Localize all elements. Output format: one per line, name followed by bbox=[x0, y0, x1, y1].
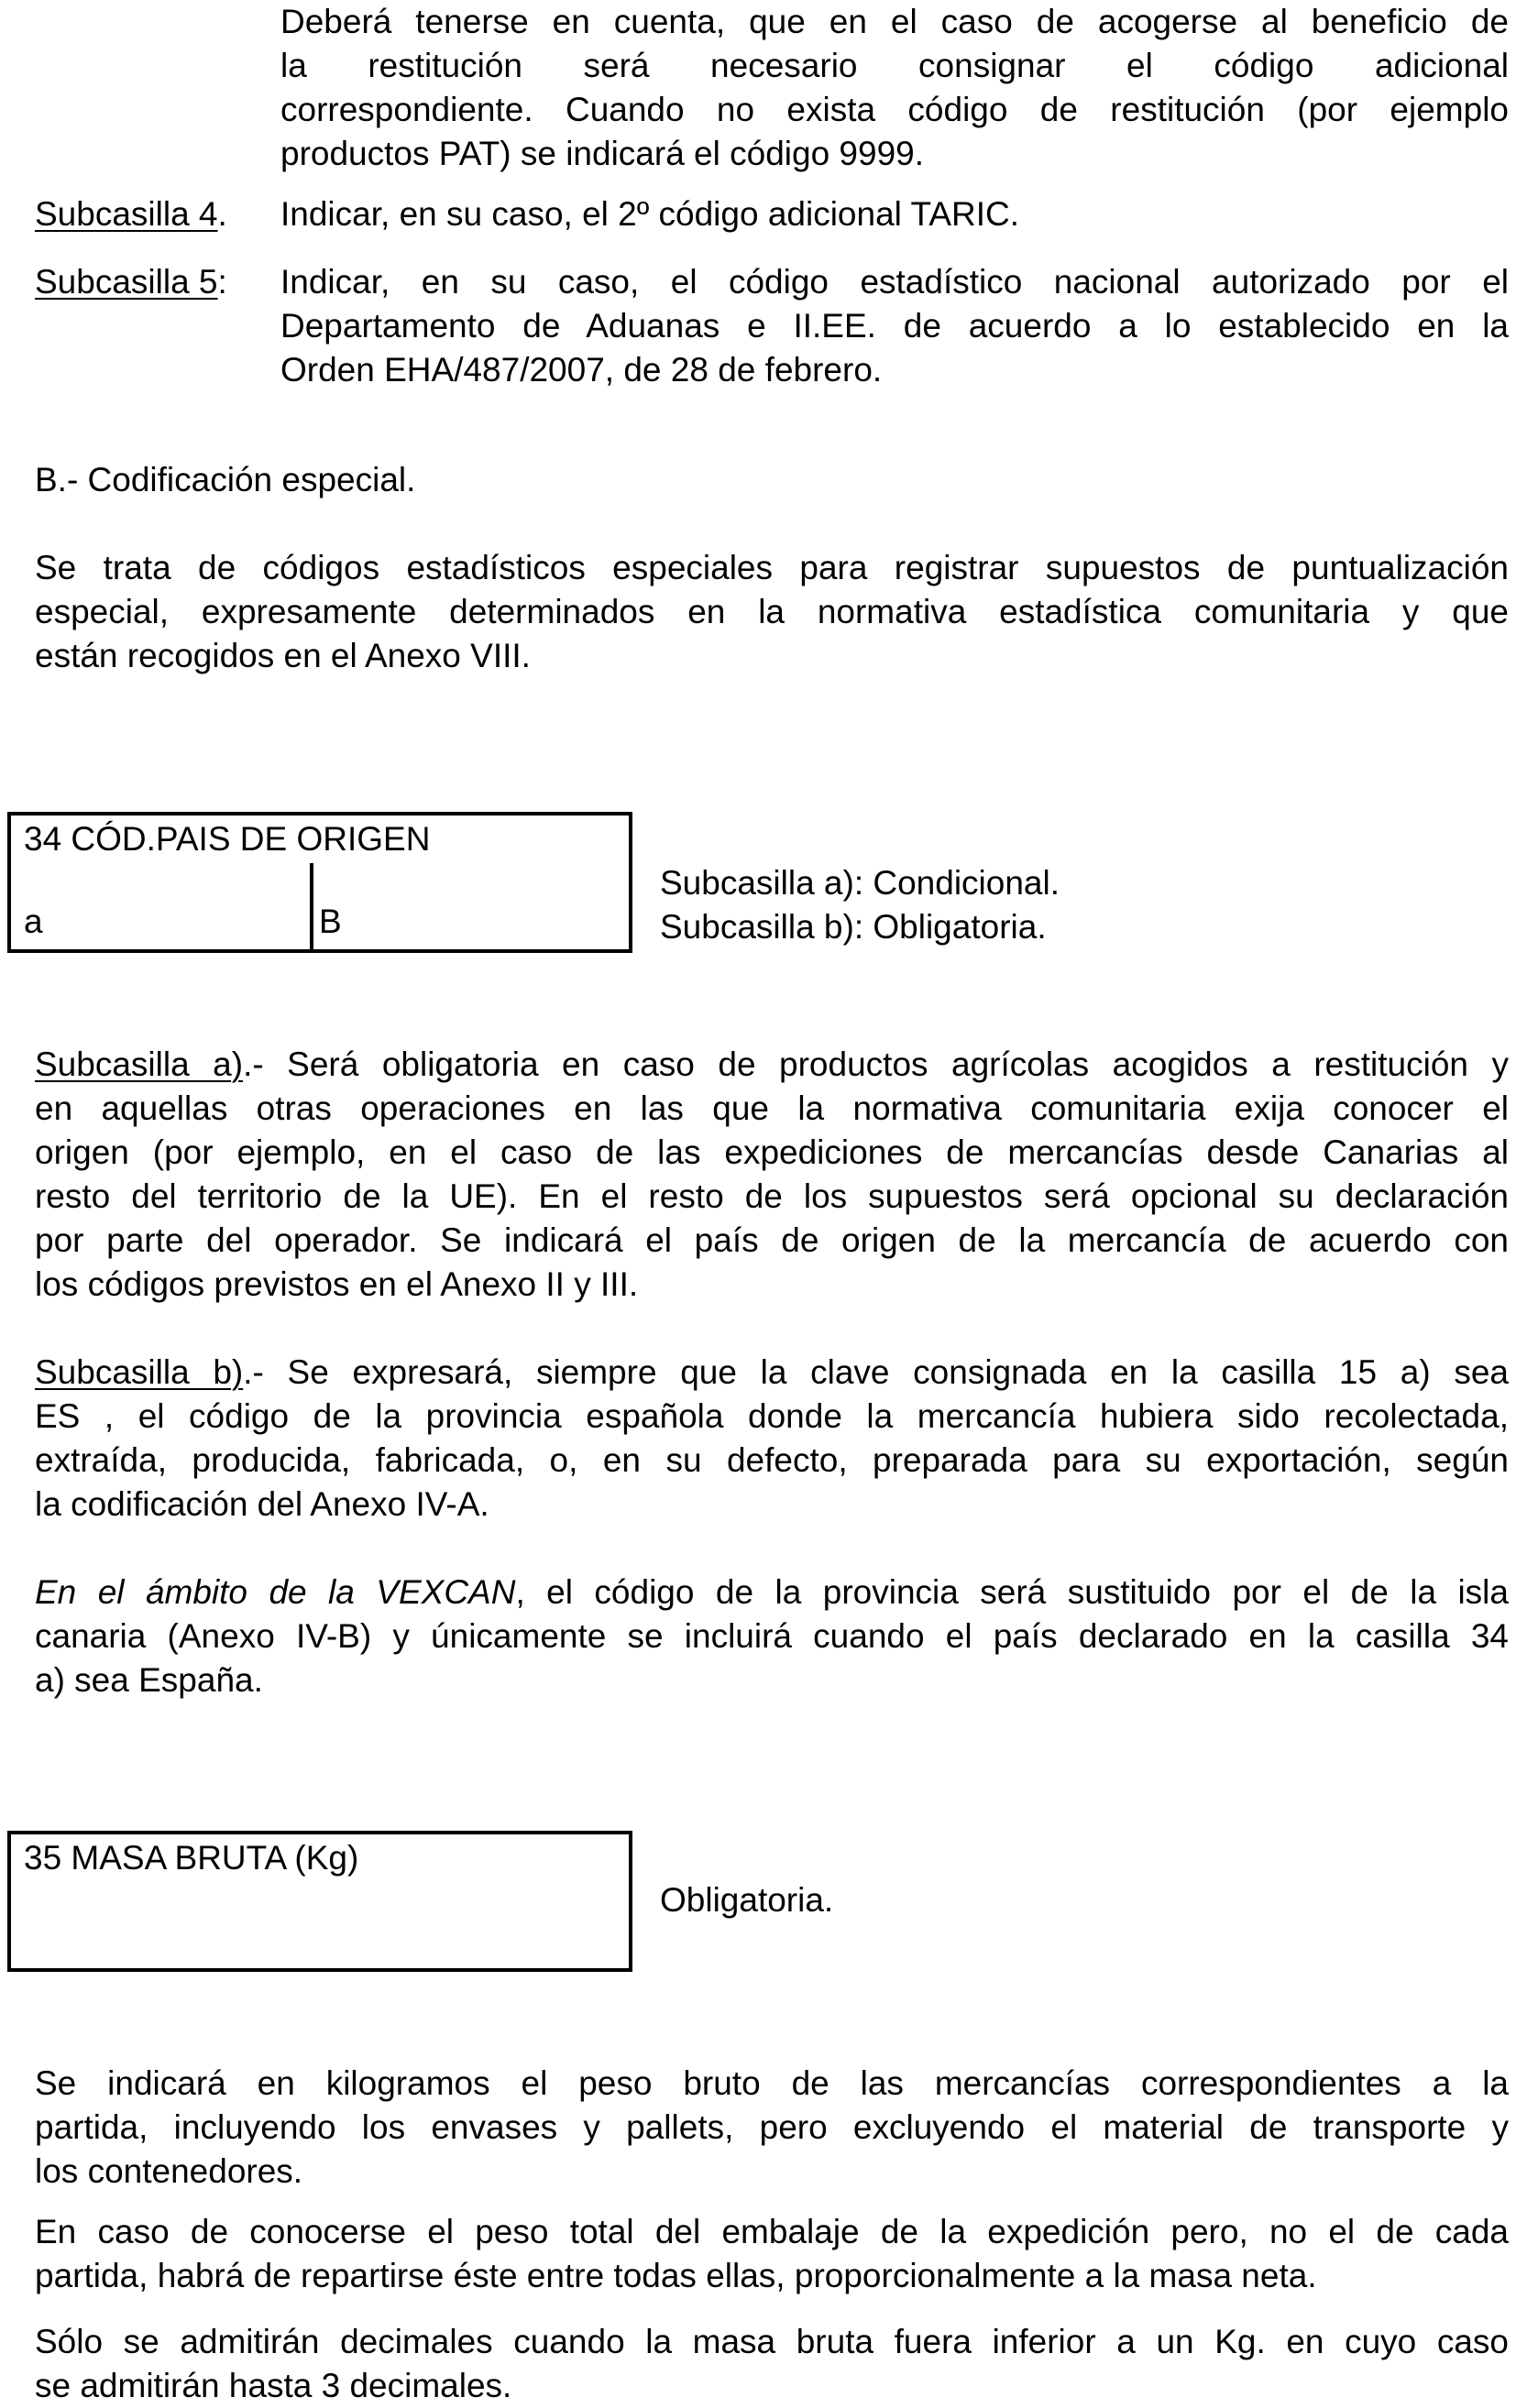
box-35-masa-bruta bbox=[7, 1831, 632, 1972]
text-line: Indicar, en su caso, el código estadístico nacional autorizado por el bbox=[280, 263, 1509, 301]
text-line: los códigos previstos en el Anexo II y III. bbox=[35, 1265, 639, 1303]
box-34-title: 34 CÓD.PAIS DE ORIGEN bbox=[24, 820, 431, 858]
subcasilla5-text bbox=[280, 260, 1509, 392]
box-34-subfield-b: B bbox=[319, 903, 342, 940]
text-line: especial, expresamente determinados en la normativa estadística comunitaria y que bbox=[35, 593, 1509, 630]
text-line: Deberá tenerse en cuenta, que en el caso de acogerse al beneficio de bbox=[280, 3, 1509, 40]
text-line: en aquellas otras operaciones en las que la normativa comunitaria exija conocer el bbox=[35, 1089, 1509, 1127]
box-35-title: 35 MASA BRUTA (Kg) bbox=[24, 1839, 359, 1877]
box-35-note: Obligatoria. bbox=[660, 1881, 834, 1919]
subcasilla4-text: Indicar, en su caso, el 2º código adicional TARIC. bbox=[280, 195, 1020, 233]
section-b-paragraph bbox=[35, 546, 1509, 678]
text-line: origen (por ejemplo, en el caso de las expediciones de mercancías desde Canarias al bbox=[35, 1133, 1509, 1171]
masa-paragraph-1 bbox=[35, 2062, 1509, 2194]
box-34-divider bbox=[310, 863, 313, 951]
text-line: Subcasilla b).- Se expresará, siempre que la clave consignada en la casilla 15 a) sea bbox=[35, 1353, 1509, 1391]
text-line: correspondiente. Cuando no exista código de restitución (por ejemplo bbox=[280, 91, 1509, 128]
box-34-subfield-a: a bbox=[24, 903, 43, 940]
text-line: En caso de conocerse el peso total del embalaje de la expedición pero, no el de cada bbox=[35, 2213, 1509, 2250]
text-line: partida, habrá de repartirse éste entre todas ellas, proporcionalmente a la masa neta. bbox=[35, 2257, 1317, 2294]
subcasilla-a-paragraph bbox=[35, 1043, 1509, 1307]
text-line: canaria (Anexo IV-B) y únicamente se incluirá cuando el país declarado en la casilla 34 bbox=[35, 1617, 1509, 1655]
section-b-heading: B.- Codificación especial. bbox=[35, 461, 416, 498]
text-line: la codificación del Anexo IV-A. bbox=[35, 1485, 489, 1523]
text-line: resto del territorio de la UE). En el resto de los supuestos será opcional su declaración bbox=[35, 1177, 1509, 1215]
text-line: se admitirán hasta 3 decimales. bbox=[35, 2367, 512, 2404]
text-line: a) sea España. bbox=[35, 1661, 263, 1699]
intro-paragraph bbox=[280, 0, 1509, 176]
subcasilla-b-label: Subcasilla b) bbox=[35, 1353, 244, 1391]
text-line: Subcasilla a).- Será obligatoria en caso de productos agrícolas acogidos a restitución y bbox=[35, 1045, 1509, 1083]
subcasilla4-label: Subcasilla 4. bbox=[35, 195, 227, 233]
vexcan-paragraph bbox=[35, 1571, 1509, 1702]
masa-paragraph-2 bbox=[35, 2210, 1509, 2298]
box-34-pais-origen bbox=[7, 812, 632, 953]
box-34-note-a: Subcasilla a): Condicional. bbox=[660, 864, 1060, 902]
masa-paragraph-3 bbox=[35, 2320, 1509, 2408]
text-line: los contenedores. bbox=[35, 2152, 303, 2190]
text-line: partida, incluyendo los envases y pallets, pero excluyendo el material de transporte y bbox=[35, 2108, 1509, 2146]
text-line: ES , el código de la provincia española donde la mercancía hubiera sido recolectada, bbox=[35, 1397, 1509, 1435]
text-line: Sólo se admitirán decimales cuando la masa bruta fuera inferior a un Kg. en cuyo caso bbox=[35, 2323, 1509, 2360]
subcasilla-a-label: Subcasilla a) bbox=[35, 1045, 244, 1083]
text-line: En el ámbito de la VEXCAN, el código de la provincia será sustituido por el de la isla bbox=[35, 1573, 1509, 1611]
text-line: productos PAT) se indicará el código 9999. bbox=[280, 135, 925, 172]
text-line: Departamento de Aduanas e II.EE. de acuerdo a lo establecido en la bbox=[280, 307, 1509, 345]
text-line: Orden EHA/487/2007, de 28 de febrero. bbox=[280, 351, 883, 389]
subcasilla5-label: Subcasilla 5: bbox=[35, 263, 227, 301]
text-line: la restitución será necesario consignar el código adicional bbox=[280, 47, 1509, 84]
text-line: están recogidos en el Anexo VIII. bbox=[35, 637, 531, 674]
box-34-note-b: Subcasilla b): Obligatoria. bbox=[660, 908, 1047, 946]
vexcan-italic: En el ámbito de la VEXCAN bbox=[35, 1573, 516, 1611]
text-line: Se indicará en kilogramos el peso bruto de las mercancías correspondientes a la bbox=[35, 2064, 1509, 2102]
text-line: extraída, producida, fabricada, o, en su defecto, preparada para su exportación, según bbox=[35, 1441, 1509, 1479]
text-line: por parte del operador. Se indicará el país de origen de la mercancía de acuerdo con bbox=[35, 1221, 1509, 1259]
subcasilla-b-paragraph bbox=[35, 1351, 1509, 1527]
text-line: Se trata de códigos estadísticos especiales para registrar supuestos de puntualización bbox=[35, 549, 1509, 586]
